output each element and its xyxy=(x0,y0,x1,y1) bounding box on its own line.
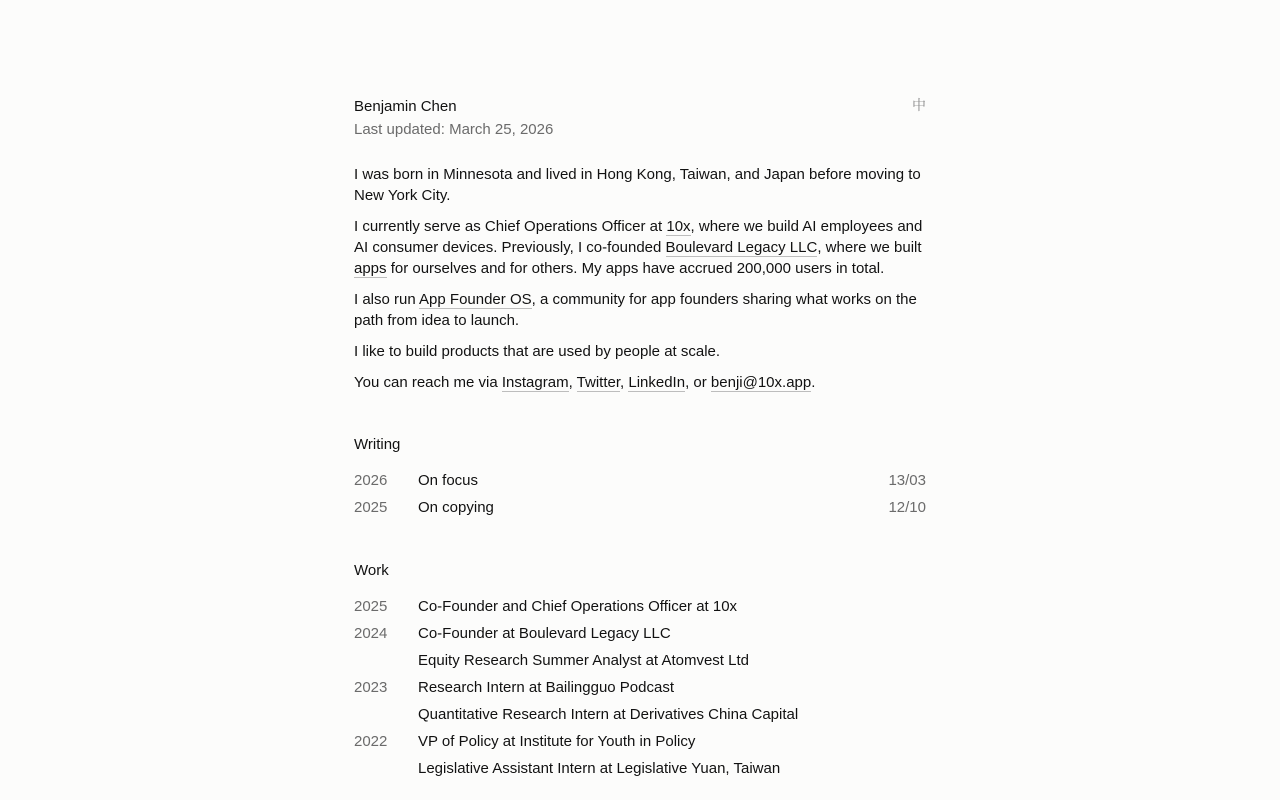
text: , where we built xyxy=(817,239,922,256)
bio-paragraph xyxy=(354,289,926,331)
role: Quantitative Research Intern at Derivatives China Capital xyxy=(418,706,799,723)
section-title: Work xyxy=(354,562,389,579)
page xyxy=(354,96,926,785)
text: for ourselves and for others. My apps have accrued 200,000 users in total. xyxy=(386,260,885,277)
bio-paragraph xyxy=(354,216,926,279)
role: Equity Research Summer Analyst at Atomvest Ltd xyxy=(418,652,749,669)
post-date: 12/10 xyxy=(888,499,926,516)
contact-paragraph xyxy=(354,372,926,393)
year: 2024 xyxy=(354,625,388,642)
year xyxy=(354,758,418,785)
year: 2026 xyxy=(354,472,388,489)
text: I currently serve as Chief Operations Officer at xyxy=(354,218,667,235)
text: , a community for app founders sharing what works on the path from idea to launch. xyxy=(354,291,917,329)
link-10x[interactable]: 10x xyxy=(666,218,691,235)
text: . xyxy=(811,374,816,391)
work-item xyxy=(354,731,926,758)
role: Research Intern at Bailingguo Podcast xyxy=(418,679,674,696)
year xyxy=(354,650,418,677)
post-title[interactable]: On copying xyxy=(418,499,494,516)
text: , xyxy=(620,374,629,391)
work-item xyxy=(354,677,926,704)
bio xyxy=(354,164,926,393)
role: Co-Founder and Chief Operations Officer at 10x xyxy=(418,598,738,615)
role: VP of Policy at Institute for Youth in Policy xyxy=(418,733,696,750)
language-toggle[interactable]: 中 xyxy=(912,98,926,114)
work-item xyxy=(354,704,926,731)
last-updated: Last updated: March 25, 2026 xyxy=(354,121,554,138)
work-item xyxy=(354,758,926,785)
bio-paragraph: I like to build products that are used by people at scale. xyxy=(354,343,721,360)
link-instagram[interactable]: Instagram xyxy=(501,374,569,391)
bio-paragraph: I was born in Minnesota and lived in Hong Kong, Taiwan, and Japan before moving to New York City. xyxy=(354,166,921,204)
post-date: 13/03 xyxy=(888,472,926,489)
text: , xyxy=(568,374,577,391)
role: Legislative Assistant Intern at Legislative Yuan, Taiwan xyxy=(418,760,781,777)
link-apps[interactable]: apps xyxy=(354,260,387,277)
role: Co-Founder at Boulevard Legacy LLC xyxy=(418,625,671,642)
writing-item[interactable] xyxy=(354,470,926,497)
link-linkedin[interactable]: LinkedIn xyxy=(628,374,686,391)
post-title[interactable]: On focus xyxy=(418,472,479,489)
text: , or xyxy=(685,374,711,391)
year xyxy=(354,704,418,731)
year: 2023 xyxy=(354,679,388,696)
header xyxy=(354,96,926,140)
year: 2022 xyxy=(354,733,388,750)
text: You can reach me via xyxy=(354,374,502,391)
link-twitter[interactable]: Twitter xyxy=(576,374,621,391)
link-boulevard-legacy[interactable]: Boulevard Legacy LLC xyxy=(665,239,818,256)
year: 2025 xyxy=(354,499,388,516)
author-name: Benjamin Chen xyxy=(354,98,457,115)
link-app-founder-os[interactable]: App Founder OS xyxy=(419,291,532,308)
link-email[interactable]: benji@10x.app xyxy=(710,374,812,391)
work-item xyxy=(354,596,926,623)
year: 2025 xyxy=(354,598,388,615)
writing-section xyxy=(354,434,926,524)
work-item xyxy=(354,623,926,650)
text: , where we build AI employees and AI consumer devices. Previously, I co-founded xyxy=(354,218,923,256)
work-section xyxy=(354,560,926,785)
writing-item[interactable] xyxy=(354,497,926,524)
work-item xyxy=(354,650,926,677)
section-title: Writing xyxy=(354,436,401,453)
text: I also run xyxy=(354,291,420,308)
